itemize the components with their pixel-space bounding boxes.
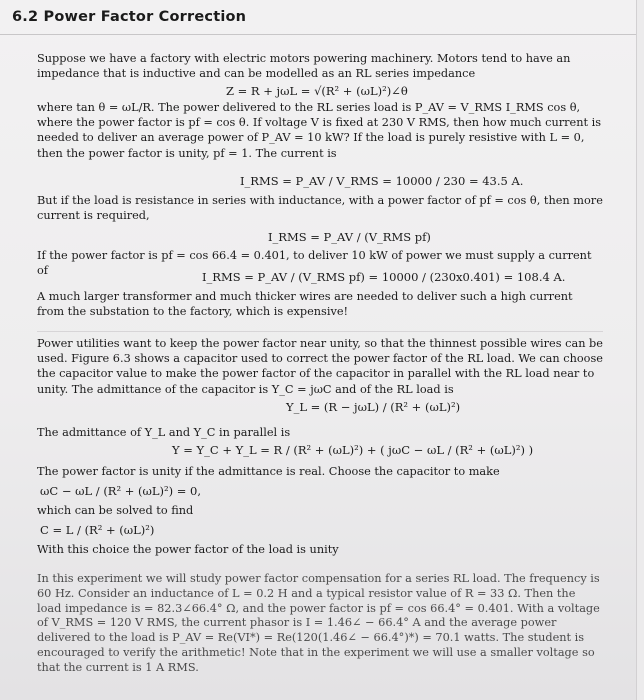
intro-paragraph-4: If the power factor is pf = cos 66.4 = 0.401, to deliver 10 kW of power we must supply a current of [37, 249, 592, 278]
equation-current-general: I_RMS = P_AV / (V_RMS pf) [268, 230, 431, 244]
intro-paragraph-3: But if the load is resistance in series with inductance, with a power factor of pf = cos θ, then more current is required, [37, 194, 603, 223]
correction-paragraph-5: With this choice the power factor of the load is unity [37, 543, 339, 556]
equation-current-lagging: I_RMS = P_AV / (V_RMS pf) = 10000 / (230x0.401) = 108.4 A. [202, 270, 566, 284]
intro-paragraph-2: where tan θ = ωL/R. The power delivered to the RL series load is P_AV = V_RMS I_RMS cos θ, where the power factor is pf = cos θ. If voltage V is fixed at 230 V RMS, then how much current is needed to deliver an average power of P_AV = 10 kW? If the load is purely resistive with L = 0, then the power factor is unity, pf = 1. The current is [37, 101, 602, 160]
experiment-paragraph: In this experiment we will study power factor compensation for a series RL load. The frequency is 60 Hz. Consider an inductance of L = 0.2 H and a typical resistor value of R = 33 Ω. Then the load impedance is = 82.3∠66.4° Ω, and the power factor is pf = cos 66.4° = 0.401. With a voltage of V_RMS = 120 V RMS, the current phasor is I = 1.46∠ − 66.4° A and the average power delivered to the load is P_AV = Re(VI*) = Re(120(1.46∠ − 66.4°)*) = 70.1 watts. The student is encouraged to verify the arithmetic! Note that in the experiment we will use a smaller voltage so that the current is 1 A RMS. [37, 572, 600, 674]
section-divider [37, 331, 603, 332]
equation-impedance: Z = R + jωL = √(R² + (ωL)²)∠θ [226, 84, 408, 98]
intro-paragraph-1: Suppose we have a factory with electric motors powering machinery. Motors tend to have an impedance that is inductive and can be modelled as an RL series impedance [37, 52, 571, 81]
correction-paragraph-1: Power utilities want to keep the power factor near unity, so that the thinnest possible wires can be used. Figure 6.3 shows a capacitor used to correct the power factor of the RL load. We can choose the capacitor value to make the power factor of the capacitor in parallel with the RL load near to unity. The admittance of the capacitor is Y_C = jωC and of the RL load is [37, 337, 603, 396]
correction-paragraph-4: which can be solved to find [37, 504, 194, 517]
intro-paragraph-5: A much larger transformer and much thicker wires are needed to deliver such a high current from the substation to the factory, which is expensive! [37, 290, 573, 319]
correction-paragraph-2: The admittance of Y_L and Y_C in parallel is [37, 426, 291, 439]
equation-current-unity: I_RMS = P_AV / V_RMS = 10000 / 230 = 43.5 A. [240, 174, 524, 188]
equation-unity-condition: ωC − ωL / (R² + (ωL)²) = 0, [40, 484, 202, 498]
equation-admittance-parallel: Y = Y_C + Y_L = R / (R² + (ωL)²) + ( jωC − ωL / (R² + (ωL)²) ) [172, 443, 534, 457]
heading-divider [0, 34, 636, 35]
equation-capacitance: C = L / (R² + (ωL)²) [40, 523, 155, 537]
section-heading: 6.2 Power Factor Correction [12, 9, 247, 25]
correction-paragraph-3: The power factor is unity if the admittance is real. Choose the capacitor to make [37, 465, 500, 478]
equation-admittance-load: Y_L = (R − jωL) / (R² + (ωL)²) [286, 400, 461, 414]
